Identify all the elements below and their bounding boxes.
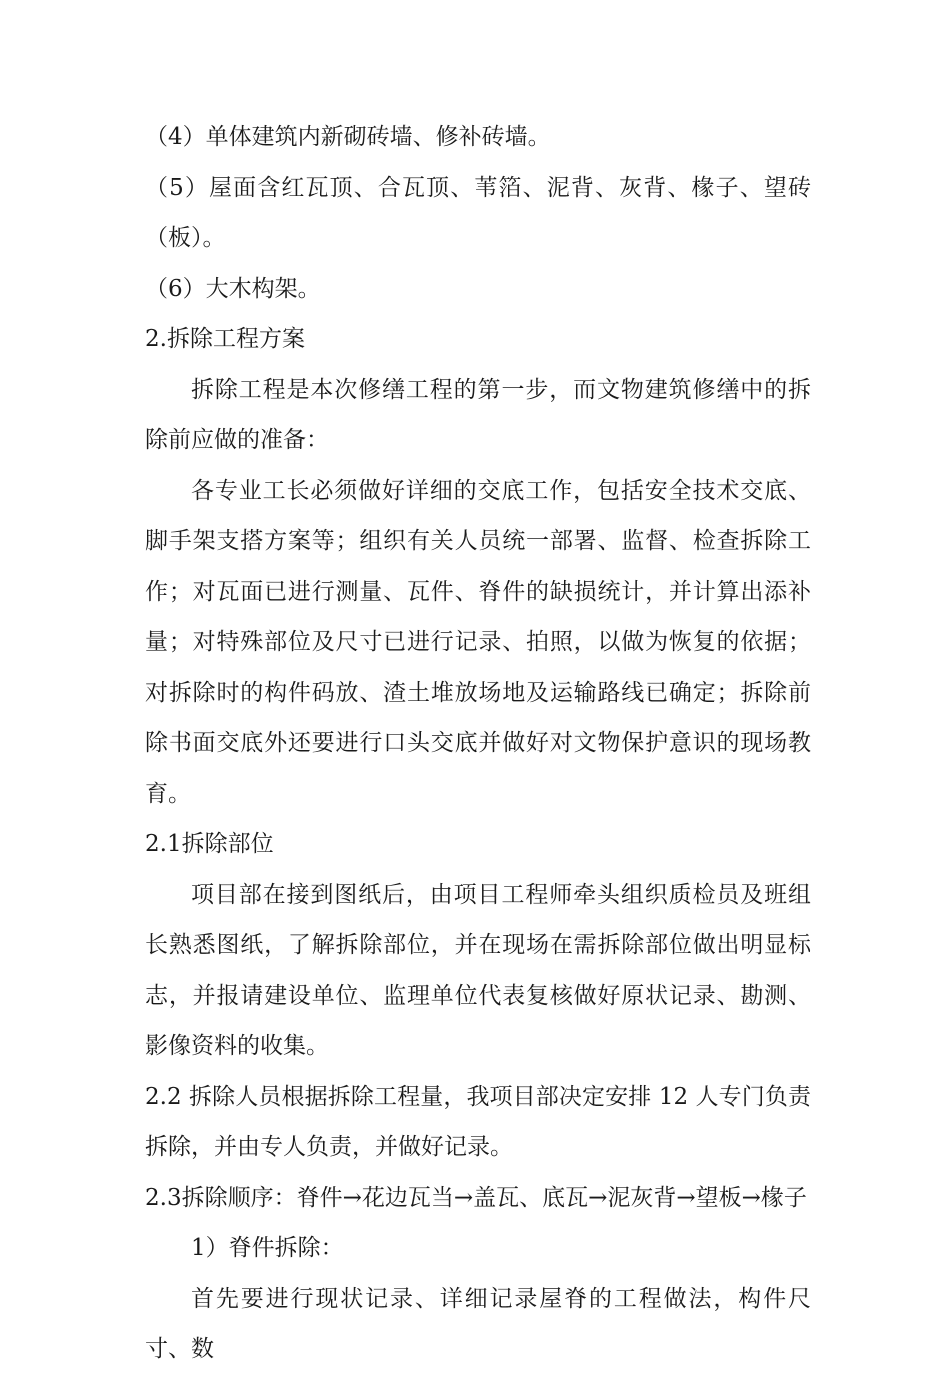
list-item-5: （5）屋面含红瓦顶、合瓦顶、苇箔、泥背、灰背、椽子、望砖（板）。 — [145, 174, 811, 251]
body-paragraph-briefing: 各专业工长必须做好详细的交底工作，包括安全技术交底、脚手架支搭方案等；组织有关人员统一部署、监督、检查拆除工作；对瓦面已进行测量、瓦件、脊件的缺损统计，并计算出添补量；对特殊部位及尺寸已进行记录、拍照，以做为恢复的依据；对拆除时的构件码放、渣土堆放场地及运输路线已确定；拆除前除书面交底外还要进行口头交底并做好对文物保护意识的现场教育。 — [145, 477, 811, 807]
section-heading-demolition-plan: 2.拆除工程方案 — [145, 326, 305, 352]
body-paragraph-preparation: 拆除工程是本次修缮工程的第一步，而文物建筑修缮中的拆除前应做的准备： — [145, 376, 811, 453]
body-paragraph-project-dept: 项目部在接到图纸后，由项目工程师牵头组织质检员及班组长熟悉图纸，了解拆除部位，并在现场在需拆除部位做出明显标志，并报请建设单位、监理单位代表复核做好原状记录、勘测、影像资料的收集。 — [145, 881, 811, 1059]
section-heading-demolition-parts: 2.1拆除部位 — [145, 831, 274, 857]
sub-item-ridge-removal: 1）脊件拆除： — [191, 1235, 344, 1261]
body-paragraph-ridge-record: 首先要进行现状记录、详细记录屋脊的工程做法，构件尺寸、数 — [145, 1285, 811, 1362]
list-item-6: （6）大木构架。 — [145, 275, 321, 302]
section-heading-demolition-staff: 2.2 拆除人员根据拆除工程量，我项目部决定安排 12 人专门负责拆除，并由专人负责，并做好记录。 — [145, 1083, 811, 1160]
section-heading-demolition-order: 2.3拆除顺序：脊件→花边瓦当→盖瓦、底瓦→泥灰背→望板→椽子 — [145, 1184, 807, 1211]
list-item-4: （4）单体建筑内新砌砖墙、修补砖墙。 — [145, 124, 551, 150]
document-body — [145, 112, 811, 1375]
